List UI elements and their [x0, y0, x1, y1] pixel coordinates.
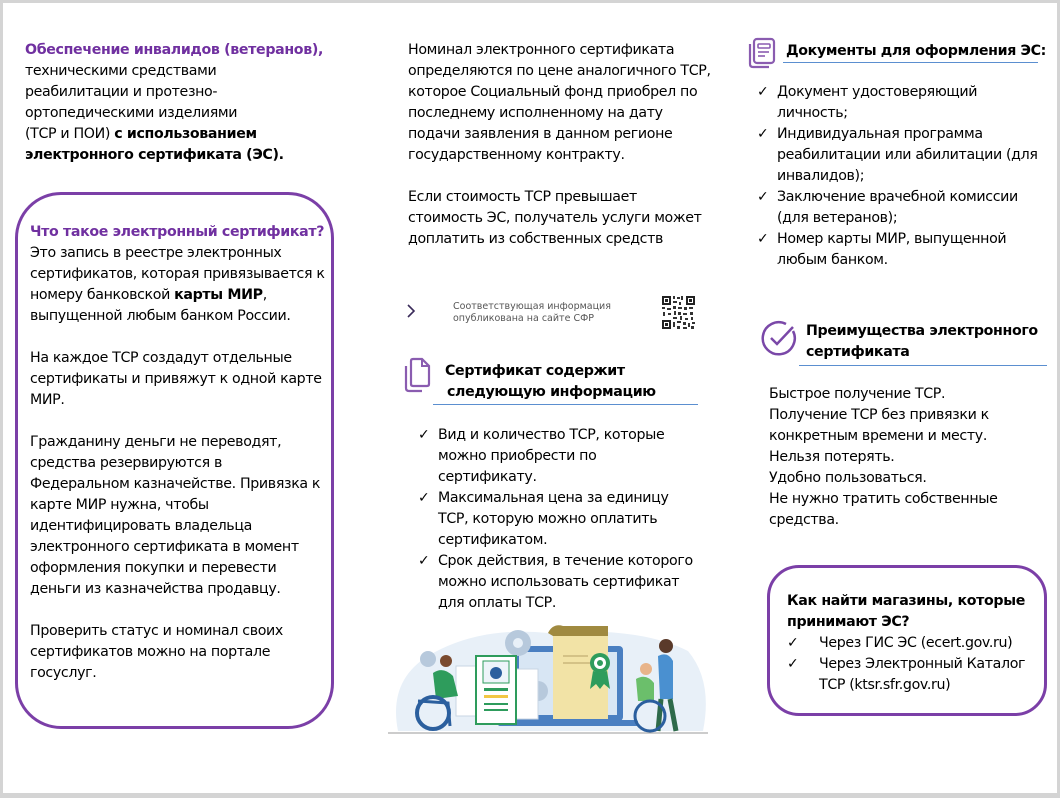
- contains-title-line: следующую информацию: [447, 384, 656, 400]
- check-icon: ✓: [757, 231, 769, 247]
- intro-bold-line: электронного сертификата (ЭС).: [25, 147, 284, 163]
- illustration-wheelchair-certificate: [388, 621, 708, 735]
- contains-list: [418, 425, 698, 614]
- list-item-text: Индивидуальная программа реабилитации или абилитации (для инвалидов);: [777, 126, 1038, 184]
- intro-text: (ТСР и ПОИ): [25, 126, 115, 142]
- qr-code-icon[interactable]: [661, 295, 696, 330]
- check-icon: ✓: [787, 656, 799, 672]
- sfr-note-line: опубликована на сайте СФР: [453, 313, 594, 324]
- list-item: [757, 82, 1047, 124]
- box-paragraph: На каждое ТСР создадут отдельные сертификаты и привяжут к одной карте МИР.: [30, 350, 322, 408]
- check-icon: ✓: [418, 490, 430, 506]
- document-list-icon: [747, 37, 777, 69]
- check-icon: ✓: [757, 84, 769, 100]
- check-icon: ✓: [418, 427, 430, 443]
- sfr-note-line: Соответствующая информация: [453, 301, 611, 312]
- intro-title: Обеспечение инвалидов (ветеранов),: [25, 42, 324, 58]
- benefit-item: Не нужно тратить собственные средства.: [769, 491, 998, 528]
- benefits-title-line: Преимущества электронного: [806, 323, 1038, 339]
- sfr-note: [453, 301, 611, 325]
- find-stores-title: Как найти магазины, которые принимают ЭС?: [787, 593, 1025, 630]
- list-item-text: Документ удостоверяющий личность;: [777, 84, 978, 121]
- list-item-text: Вид и количество ТСР, которые можно приобрести по сертификату.: [438, 427, 665, 485]
- contains-title: [445, 361, 656, 403]
- intro-line: реабилитации и протезно-: [25, 84, 218, 100]
- list-item: [757, 187, 1047, 229]
- list-item-text: Заключение врачебной комиссии (для ветеранов);: [777, 189, 1018, 226]
- list-item-text: Максимальная цена за единицу ТСР, которую можно оплатить сертификатом.: [438, 490, 669, 548]
- list-item: [787, 654, 1042, 696]
- intro-line: ортопедическими изделиями: [25, 105, 238, 121]
- benefits-title-line: сертификата: [806, 344, 910, 360]
- contains-divider: [433, 404, 698, 405]
- docs-list: [757, 82, 1047, 271]
- box-text: Это запись в реестре электронных сертификатов, которая привязывается к номеру банковской: [30, 245, 325, 303]
- nominal-block: [408, 40, 713, 250]
- intro-line: техническими средствами: [25, 63, 217, 79]
- list-item: [757, 124, 1047, 187]
- list-item: [757, 229, 1047, 271]
- intro-block: [25, 40, 345, 166]
- what-is-certificate-content: [30, 222, 325, 684]
- list-item-text: Срок действия, в течение которого можно использовать сертификат для оплаты ТСР.: [438, 553, 693, 611]
- check-icon: ✓: [757, 189, 769, 205]
- benefit-item: Нельзя потерять.: [769, 449, 895, 465]
- list-item-text: Номер карты МИР, выпущенной любым банком.: [777, 231, 1007, 268]
- docs-divider: [783, 62, 1038, 63]
- nominal-paragraph: Номинал электронного сертификата определяются по цене аналогичного ТСР, которое Социальный фонд приобрел по последнему исполненному на дату подачи заявления в данном регионе государственному контракту.: [408, 42, 711, 163]
- list-item: [418, 425, 698, 488]
- intro-bold-text: с использованием: [114, 126, 257, 142]
- check-icon: ✓: [757, 126, 769, 142]
- intro-line: [25, 124, 345, 145]
- box-text: , выпущенной любым банком России.: [30, 287, 291, 324]
- check-icon: ✓: [418, 553, 430, 569]
- box-bold-text: карты МИР: [174, 287, 263, 303]
- find-stores-list: [787, 633, 1042, 696]
- box-paragraph: [30, 243, 325, 327]
- circle-check-icon: [760, 319, 798, 357]
- find-stores-content: [787, 591, 1042, 696]
- check-icon: ✓: [787, 635, 799, 651]
- box-title: Что такое электронный сертификат?: [30, 224, 325, 240]
- copy-documents-icon: [403, 357, 433, 393]
- box-paragraph: Проверить статус и номинал своих сертификатов можно на портале госуслуг.: [30, 623, 283, 681]
- box-paragraph: Гражданину деньги не переводят, средства резервируются в Федеральном казначействе. Привязка к карте МИР нужна, чтобы идентифицировать владельца электронного сертификата в момент оформления покупки и перевести деньги из казначейства продавцу.: [30, 434, 321, 597]
- list-item: [418, 551, 698, 614]
- list-item-text[interactable]: Через ГИС ЭС (ecert.gov.ru): [819, 635, 1013, 651]
- surcharge-paragraph: Если стоимость ТСР превышает стоимость ЭС, получатель услуги может доплатить из собственных средств: [408, 189, 702, 247]
- brochure-page: [3, 3, 1057, 793]
- contains-title-line: Сертификат содержит: [445, 363, 625, 379]
- list-item-text[interactable]: Через Электронный Каталог ТСР (ktsr.sfr.gov.ru): [819, 656, 1026, 693]
- benefit-item: Быстрое получение ТСР.: [769, 386, 946, 402]
- benefits-divider: [799, 365, 1047, 366]
- chevron-right-icon[interactable]: [405, 303, 417, 319]
- benefit-item: Получение ТСР без привязки к конкретным времени и месту.: [769, 407, 989, 444]
- docs-title: Документы для оформления ЭС:: [786, 43, 1046, 59]
- benefits-list: [769, 384, 1039, 531]
- list-item: [787, 633, 1042, 654]
- list-item: [418, 488, 698, 551]
- benefits-title: [806, 321, 1038, 363]
- benefit-item: Удобно пользоваться.: [769, 470, 927, 486]
